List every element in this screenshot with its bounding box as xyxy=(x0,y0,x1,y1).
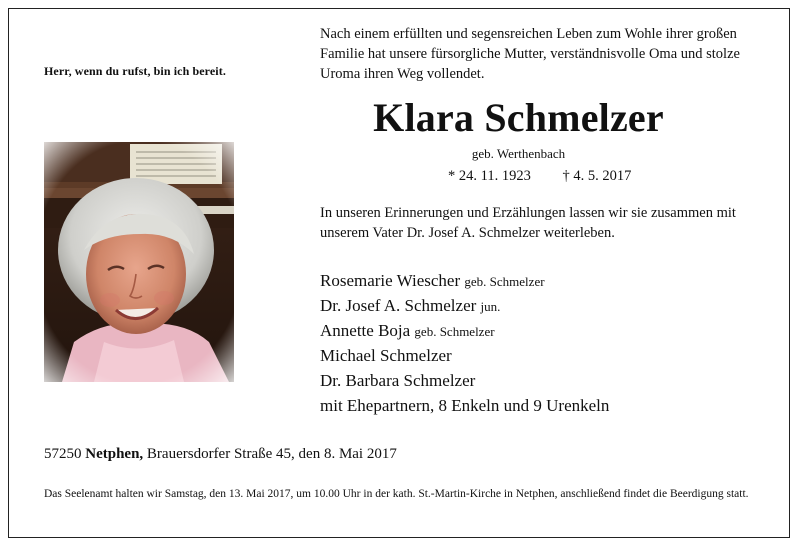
family-member-name: Michael Schmelzer xyxy=(320,346,452,365)
portrait-photo xyxy=(44,142,234,382)
address-city: Netphen, xyxy=(85,446,144,462)
family-member-suffix: jun. xyxy=(480,299,501,314)
family-list xyxy=(320,268,740,418)
family-member-name: Rosemarie Wiescher xyxy=(320,271,461,290)
family-member-name: Annette Boja xyxy=(320,321,411,340)
address-rest: Brauersdorfer Straße 45, den 8. Mai 2017 xyxy=(146,446,397,462)
family-member xyxy=(320,318,740,343)
address-line xyxy=(44,446,397,463)
family-member xyxy=(320,293,740,318)
motto-text: Herr, wenn du rufst, bin ich bereit. xyxy=(44,64,226,78)
family-member-name: mit Ehepartnern, 8 Enkeln und 9 Urenkeln xyxy=(320,396,610,415)
address-zip: 57250 xyxy=(44,446,82,462)
funeral-note: Das Seelenamt halten wir Samstag, den 13. Mai 2017, um 10.00 Uhr in der kath. St.-Martin-Kirche in Netphen, anschließend findet die Beerdigung statt. xyxy=(44,488,749,500)
death-date: † 4. 5. 2017 xyxy=(562,168,632,184)
birth-date: * 24. 11. 1923 xyxy=(448,168,531,184)
birth-name: geb. Werthenbach xyxy=(471,146,566,161)
family-member xyxy=(320,343,740,368)
memory-text: In unseren Erinnerungen und Erzählungen lassen wir sie zusammen mit unserem Vater Dr. Josef A. Schmelzer weiterleben. xyxy=(320,205,736,241)
family-member-name: Dr. Barbara Schmelzer xyxy=(320,371,476,390)
intro-text: Nach einem erfüllten und segensreichen Leben zum Wohle ihrer großen Familie hat unsere fürsorgliche Mutter, verständnisvolle Oma und stolze Uroma ihren Weg vollendet. xyxy=(320,26,740,82)
life-dates xyxy=(448,168,631,185)
family-member xyxy=(320,368,740,393)
family-member-suffix: geb. Schmelzer xyxy=(414,324,495,339)
family-member-suffix: geb. Schmelzer xyxy=(464,274,545,289)
family-member xyxy=(320,393,740,418)
deceased-name: Klara Schmelzer xyxy=(373,95,664,140)
family-member-name: Dr. Josef A. Schmelzer xyxy=(320,296,477,315)
family-member xyxy=(320,268,740,293)
